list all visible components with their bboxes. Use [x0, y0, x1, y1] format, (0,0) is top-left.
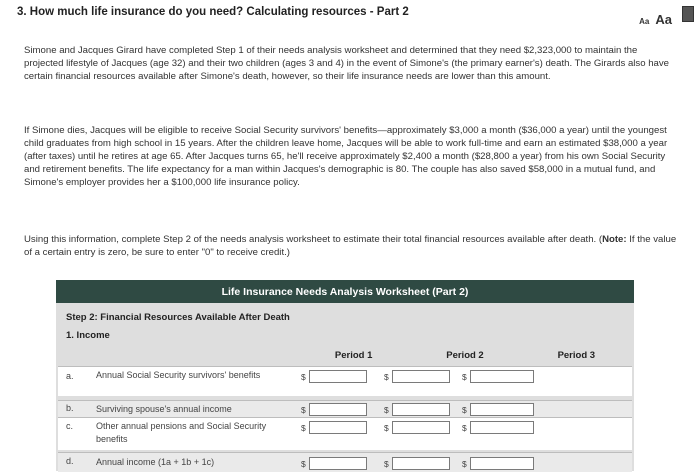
row-letter: a. — [66, 371, 74, 381]
increase-font-button[interactable]: Aa — [655, 12, 672, 27]
period-2-header: Period 2 — [446, 350, 484, 361]
table-row — [58, 366, 632, 396]
period-1-cell — [301, 370, 367, 383]
period-3-cell — [462, 403, 534, 416]
period-1-cell — [301, 403, 367, 416]
note-text: If the value of a certain entry is zero, be sure to enter "0" to receive credit.) — [24, 234, 677, 258]
income-input-c-period-3[interactable] — [470, 421, 534, 434]
question-title: 3. How much life insurance do you need? Calculating resources - Part 2 — [17, 6, 409, 18]
scenario-paragraph-2: If Simone dies, Jacques will be eligible to receive Social Security survivors' benefits—approximately $3,000 a month ($36,000 a year) until the youngest child graduates from high school in 15 years. After the children leave home, Jacques will be able to work full-time and earn an estimated $38,000 a year (after taxes) until he retires at age 65. After Jacques turns 65, he'll receive approximately $2,400 a month ($28,800 a year) from his own Social Security and retirement benefits. The life expectancy for a man within Jacques's demographic is 80. The couple has also saved $58,000 in a mutual fund, and Simone's employer provides her a $100,000 life insurance policy. — [24, 125, 668, 188]
income-input-b-period-3[interactable] — [470, 403, 534, 416]
currency-symbol: $ — [384, 422, 389, 433]
note-label: Note: — [602, 234, 627, 245]
currency-symbol: $ — [462, 371, 467, 382]
income-input-c-period-1[interactable] — [309, 421, 367, 434]
font-size-controls — [639, 12, 672, 27]
currency-symbol: $ — [462, 404, 467, 415]
row-label: Annual income (1a + 1b + 1c) — [96, 457, 215, 467]
income-input-d-period-2[interactable] — [392, 457, 450, 470]
currency-symbol: $ — [462, 458, 467, 469]
period-3-header: Period 3 — [557, 350, 596, 361]
period-1-cell — [301, 421, 367, 434]
row-label: Other annual pensions and Social Security benefits — [96, 421, 267, 444]
period-2-cell — [384, 370, 450, 383]
income-input-b-period-2[interactable] — [392, 403, 450, 416]
currency-symbol: $ — [301, 458, 306, 469]
table-header — [298, 346, 632, 366]
section-title: 1. Income — [66, 330, 110, 341]
currency-symbol: $ — [462, 422, 467, 433]
decrease-font-button[interactable]: Aa — [639, 17, 650, 26]
currency-symbol: $ — [301, 371, 306, 382]
step-title: Step 2: Financial Resources Available After Death — [66, 312, 290, 323]
period-1-cell — [301, 457, 367, 470]
row-letter: d. — [66, 456, 74, 466]
instructions-paragraph — [24, 233, 679, 259]
currency-symbol: $ — [301, 422, 306, 433]
income-input-d-period-3[interactable] — [470, 457, 534, 470]
row-label: Annual Social Security survivors' benefits — [96, 370, 261, 380]
table-row — [58, 400, 632, 417]
table-row — [58, 452, 632, 472]
income-input-d-period-1[interactable] — [309, 457, 367, 470]
row-letter: b. — [66, 403, 74, 413]
income-input-c-period-2[interactable] — [392, 421, 450, 434]
scenario-paragraph-1: Simone and Jacques Girard have completed Step 1 of their needs analysis worksheet and determined that they need $2,323,000 to maintain the projected lifestyle of Jacques (age 32) and their two children (ages 3 and 4) in the event of Simone's (the primary earner's) death. The Girards also have certain financial resources available after Simone's death, however, so their life insurance needs are lower than this amount. — [24, 45, 670, 82]
row-letter: c. — [66, 421, 74, 431]
income-input-b-period-1[interactable] — [309, 403, 367, 416]
period-2-cell — [384, 421, 450, 434]
instructions-text: Using this information, complete Step 2 of the needs analysis worksheet to estimate their total financial resources available after death. ( — [24, 234, 603, 245]
currency-symbol: $ — [384, 404, 389, 415]
income-input-a-period-1[interactable] — [309, 370, 367, 383]
currency-symbol: $ — [384, 371, 389, 382]
currency-symbol: $ — [384, 458, 389, 469]
income-input-a-period-3[interactable] — [470, 370, 534, 383]
row-label: Surviving spouse's annual income — [96, 404, 232, 414]
currency-symbol: $ — [301, 404, 306, 415]
header-bar — [0, 0, 700, 30]
document-icon[interactable] — [682, 6, 694, 22]
period-2-cell — [384, 457, 450, 470]
period-3-cell — [462, 370, 534, 383]
table-row — [58, 417, 632, 450]
worksheet-title: Life Insurance Needs Analysis Worksheet (Part 2) — [56, 280, 634, 303]
period-2-cell — [384, 403, 450, 416]
period-1-header: Period 1 — [334, 350, 373, 361]
period-3-cell — [462, 421, 534, 434]
income-input-a-period-2[interactable] — [392, 370, 450, 383]
period-3-cell — [462, 457, 534, 470]
